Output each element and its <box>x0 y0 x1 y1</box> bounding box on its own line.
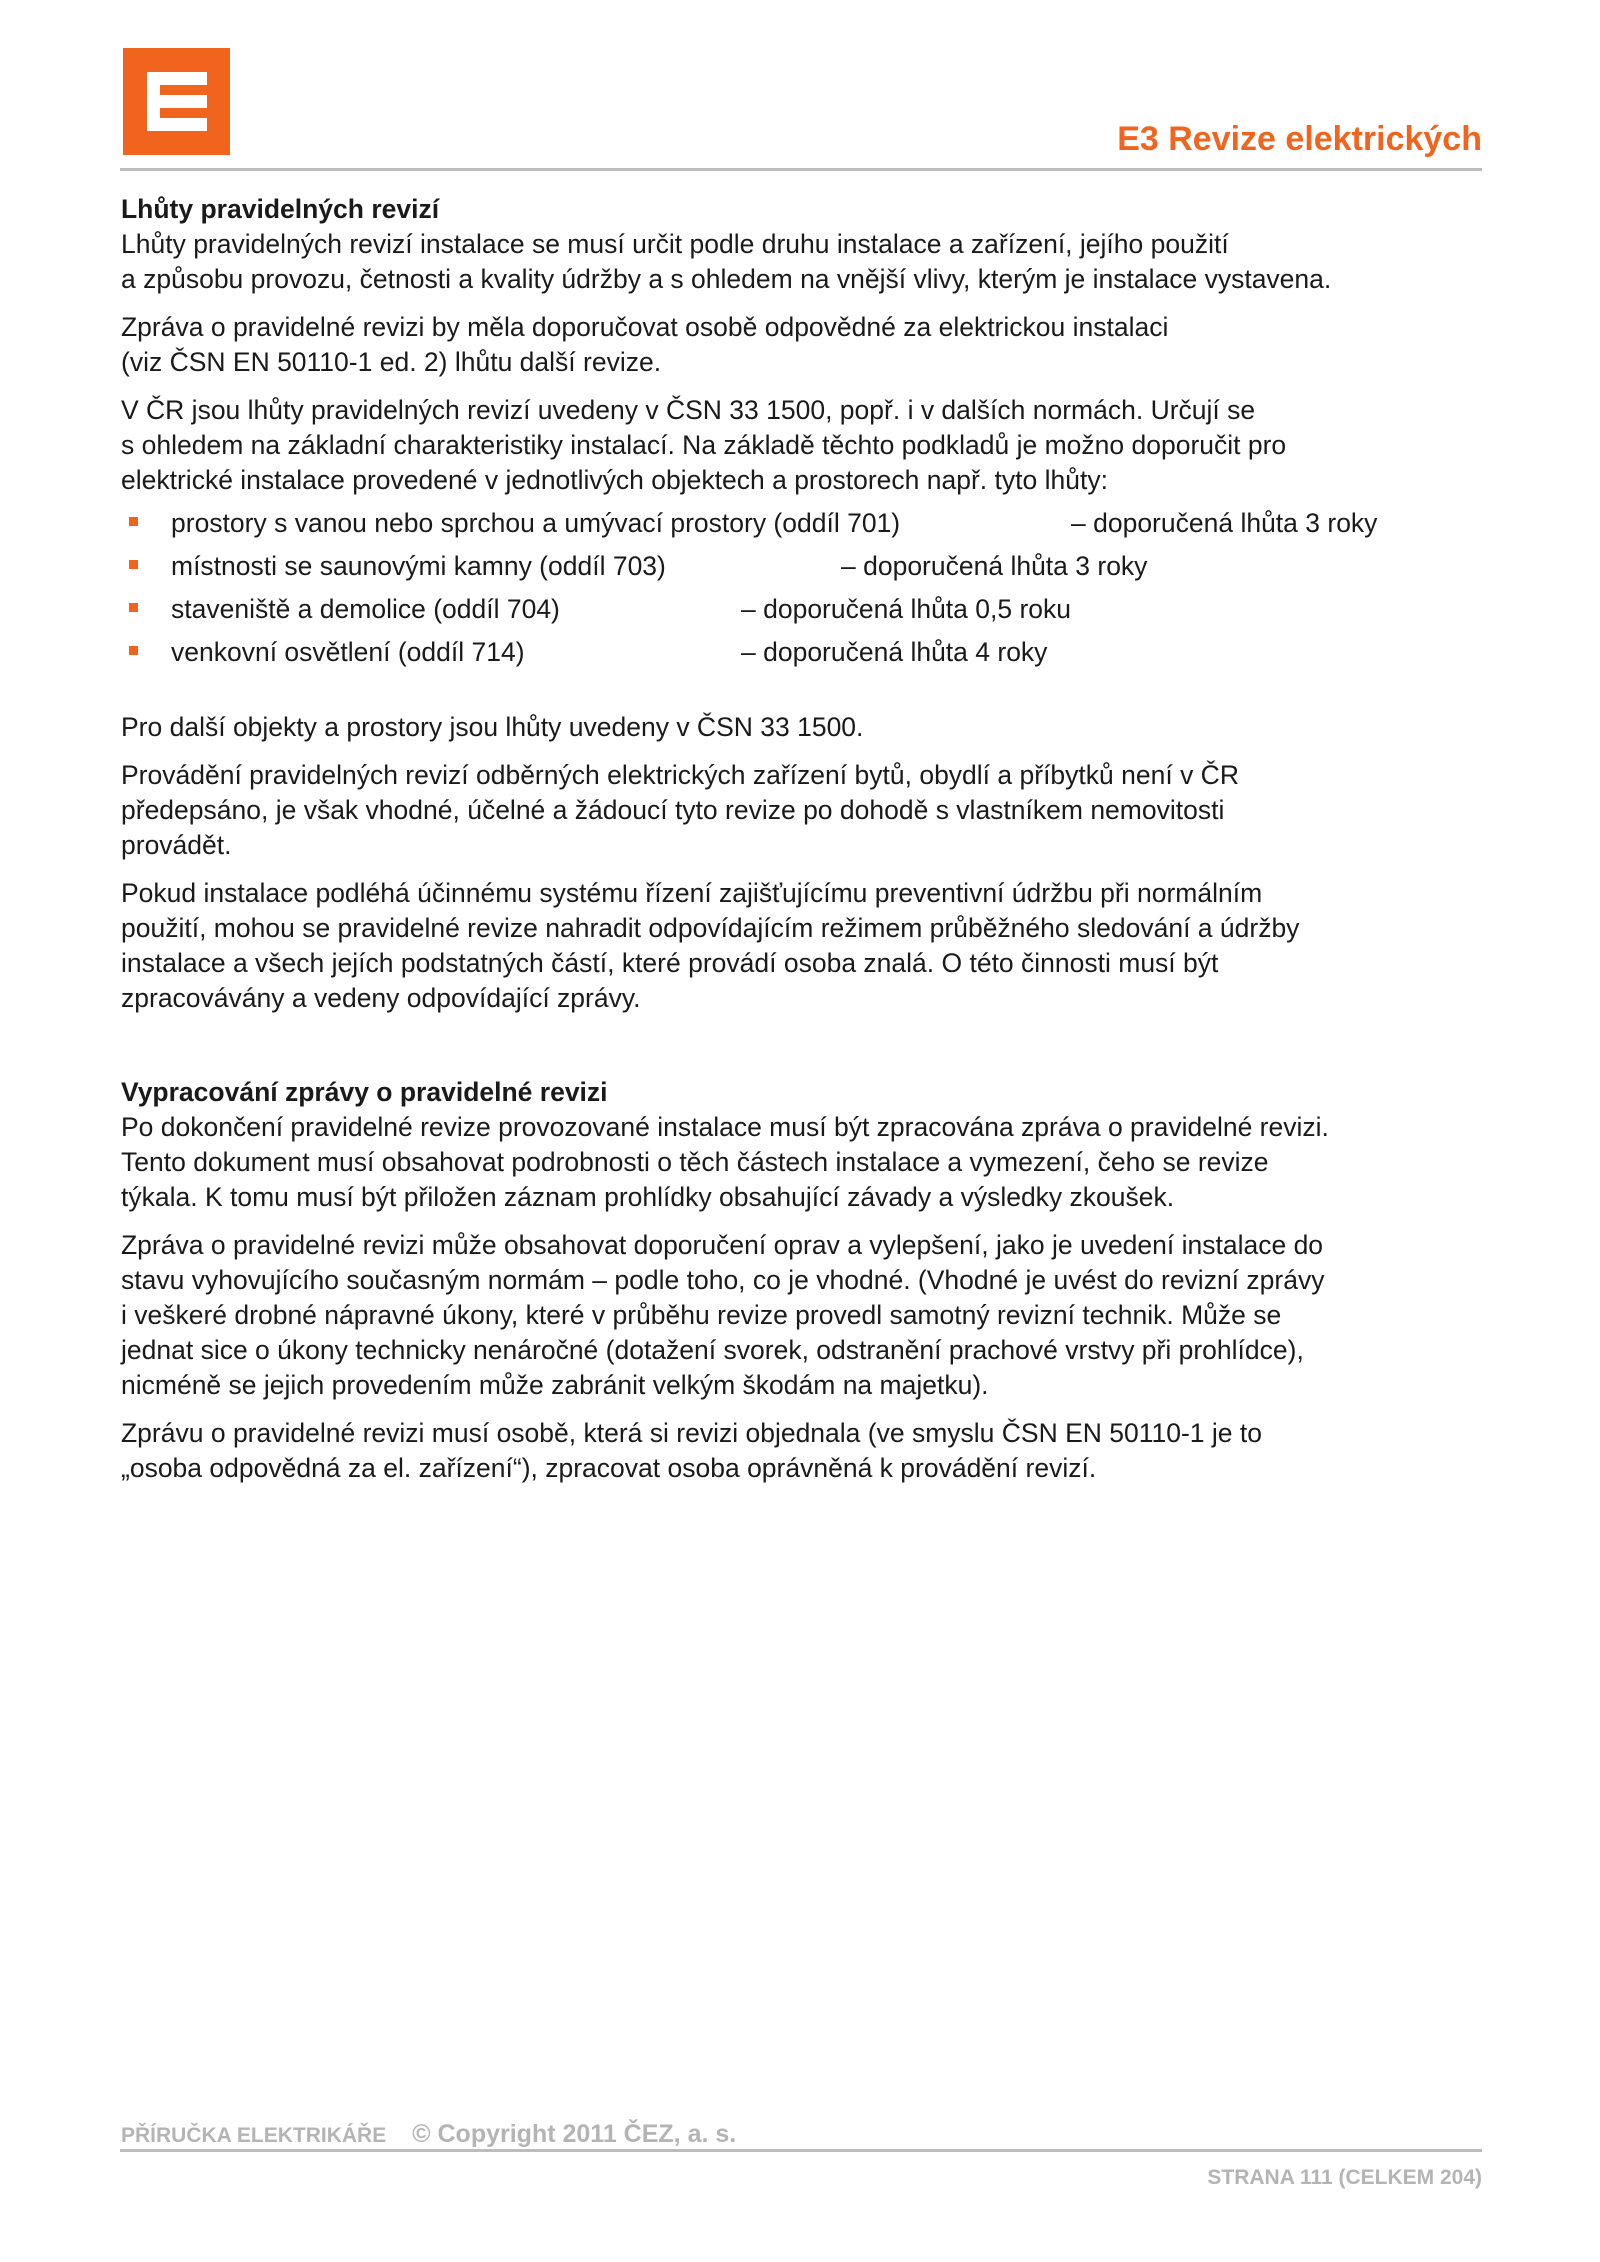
text-line: V ČR jsou lhůty pravidelných revizí uvedeny v ČSN 33 1500, popř. i v dalších normách. Určují se <box>121 395 1256 425</box>
text-line: s ohledem na základní charakteristiky instalací. Na základě těchto podkladů je možno doporučit pro <box>121 430 1287 460</box>
footer-title <box>121 2120 736 2149</box>
section-heading-revision-intervals: Lhůty pravidelných revizí <box>121 194 440 224</box>
list-item <box>171 502 1486 545</box>
list-item-duration: – doporučená lhůta 0,5 roku <box>741 594 1072 624</box>
text-line: Tento dokument musí obsahovat podrobnosti o těch částech instalace a vymezení, čeho se revize <box>121 1147 1269 1177</box>
square-bullet-icon <box>129 646 138 655</box>
list-item-text: prostory s vanou nebo sprchou a umývací prostory (oddíl 701) <box>171 508 901 538</box>
list-item <box>171 588 1486 631</box>
list-item-duration: – doporučená lhůta 3 roky <box>841 551 1148 581</box>
footer-copyright: © Copyright 2011 ČEZ, a. s. <box>412 2120 737 2148</box>
document-title: E3 Revize elektrických <box>1117 120 1482 158</box>
paragraph <box>121 310 1486 380</box>
text-line: jednat sice o úkony technicky nenáročné (dotažení svorek, odstranění prachové vrstvy při prohlídce), <box>121 1335 1304 1365</box>
paragraph <box>121 758 1486 863</box>
cez-logo <box>123 48 230 155</box>
text-line: Pro další objekty a prostory jsou lhůty uvedeny v ČSN 33 1500. <box>121 712 864 742</box>
interval-list <box>121 502 1486 674</box>
text-line: Provádění pravidelných revizí odběrných elektrických zařízení bytů, obydlí a příbytků není v ČR <box>121 760 1239 790</box>
text-line: Zpráva o pravidelné revizi by měla doporučovat osobě odpovědné za elektrickou instalaci <box>121 312 1169 342</box>
list-item <box>171 631 1486 674</box>
spacer <box>121 674 1486 710</box>
text-line: nicméně se jejich provedením může zabránit velkým škodám na majetku). <box>121 1370 989 1400</box>
square-bullet-icon <box>129 560 138 569</box>
footer-divider <box>120 2149 1482 2152</box>
text-line: instalace a všech jejích podstatných částí, které provádí osoba znalá. O této činnosti musí být <box>121 948 1219 978</box>
square-bullet-icon <box>129 517 138 526</box>
text-line: i veškeré drobné nápravné úkony, které v průběhu revize provedl samotný revizní technik. Může se <box>121 1300 1282 1330</box>
text-line: Zpráva o pravidelné revizi může obsahovat doporučení oprav a vylepšení, jako je uvedení instalace do <box>121 1230 1324 1260</box>
text-line: předepsáno, je však vhodné, účelné a žádoucí tyto revize po dohodě s vlastníkem nemovitosti <box>121 795 1225 825</box>
text-line: stavu vyhovujícího současným normám – podle toho, co je vhodné. (Vhodné je uvést do revizní zprávy <box>121 1265 1325 1295</box>
paragraph <box>121 393 1486 498</box>
text-line: zpracovávány a vedeny odpovídající zprávy. <box>121 983 641 1013</box>
page-content <box>121 192 1486 1499</box>
text-line: Po dokončení pravidelné revize provozované instalace musí být zpracována zpráva o pravidelné revizi. <box>121 1112 1329 1142</box>
page-number: STRANA 111 (CELKEM 204) <box>1207 2166 1482 2189</box>
text-line: provádět. <box>121 830 232 860</box>
paragraph <box>121 876 1486 1016</box>
text-line: Lhůty pravidelných revizí instalace se musí určit podle druhu instalace a zařízení, jejího použití <box>121 229 1229 259</box>
list-item <box>171 545 1486 588</box>
section-heading-report: Vypracování zprávy o pravidelné revizi <box>121 1077 608 1107</box>
paragraph <box>121 1110 1486 1215</box>
text-line: Zprávu o pravidelné revizi musí osobě, která si revizi objednala (ve smyslu ČSN EN 50110-1 je to <box>121 1418 1262 1448</box>
paragraph <box>121 1228 1486 1403</box>
footer-handbook-label: PŘÍRUČKA ELEKTRIKÁŘE <box>121 2124 387 2147</box>
text-line: a způsobu provozu, četnosti a kvality údržby a s ohledem na vnější vlivy, kterým je instalace vystavena. <box>121 264 1332 294</box>
paragraph <box>121 1416 1486 1486</box>
text-line: „osoba odpovědná za el. zařízení“), zpracovat osoba oprávněná k provádění revizí. <box>121 1453 1097 1483</box>
list-item-duration: – doporučená lhůta 3 roky <box>1071 508 1378 538</box>
text-line: Pokud instalace podléhá účinnému systému řízení zajišťujícímu preventivní údržbu při normálním <box>121 878 1263 908</box>
spacer <box>121 1029 1486 1075</box>
list-item-text: místnosti se saunovými kamny (oddíl 703) <box>171 551 666 581</box>
header-divider <box>120 168 1482 171</box>
text-line: týkala. K tomu musí být přiložen záznam prohlídky obsahující závady a výsledky zkoušek. <box>121 1182 1175 1212</box>
list-item-text: staveniště a demolice (oddíl 704) <box>171 594 560 624</box>
list-item-duration: – doporučená lhůta 4 roky <box>741 637 1048 667</box>
text-line: použití, mohou se pravidelné revize nahradit odpovídajícím režimem průběžného sledování a údržby <box>121 913 1300 943</box>
paragraph <box>121 710 1486 745</box>
square-bullet-icon <box>129 603 138 612</box>
paragraph <box>121 227 1486 297</box>
text-line: (viz ČSN EN 50110-1 ed. 2) lhůtu další revize. <box>121 347 662 377</box>
text-line: elektrické instalace provedené v jednotlivých objektech a prostorech např. tyto lhůty: <box>121 465 1108 495</box>
list-item-text: venkovní osvětlení (oddíl 714) <box>171 637 525 667</box>
